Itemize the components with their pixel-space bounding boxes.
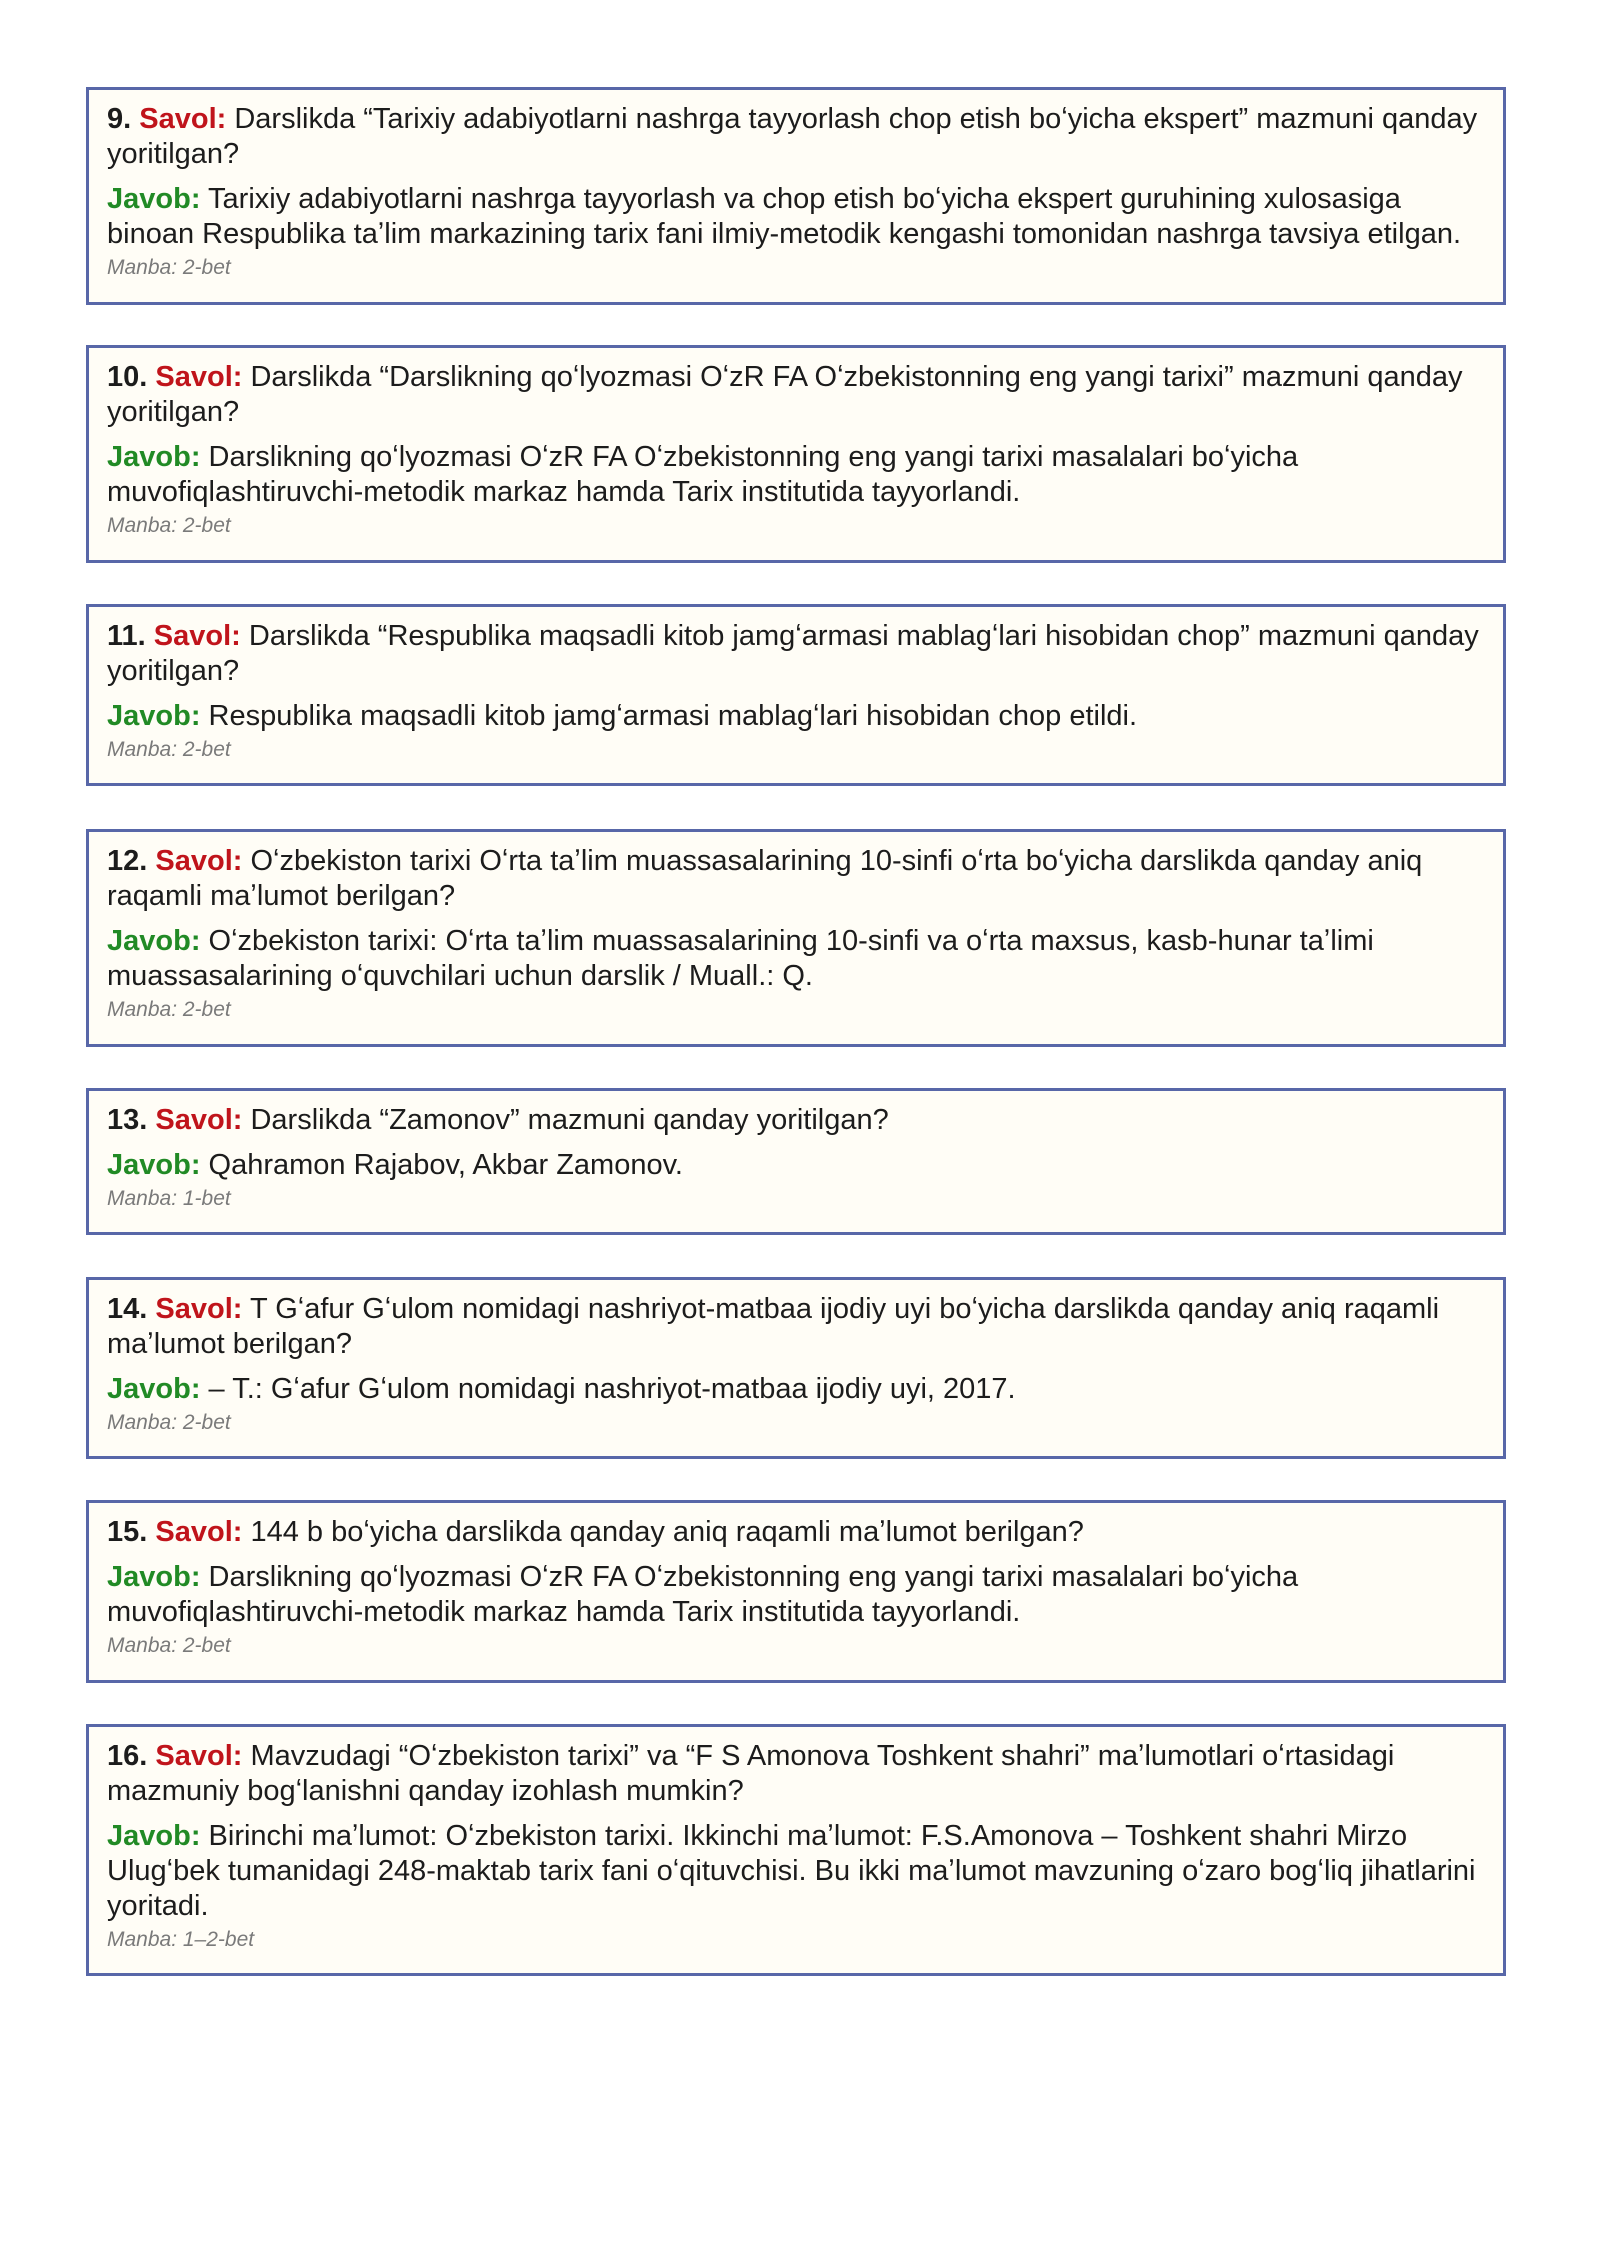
question-number: 13. <box>107 1104 148 1136</box>
question-line <box>107 102 1485 172</box>
question-text: Oʻzbekiston tarixi Oʻrta taʼlim muassasalarining 10-sinfi oʻrta boʻyicha darslikda qanday aniq raqamli maʼlumot berilgan? <box>107 845 1423 912</box>
qa-card <box>86 1724 1506 1976</box>
question-number: 14. <box>107 1293 148 1325</box>
question-text: Darslikda “Respublika maqsadli kitob jamgʻarmasi mablagʻlari hisobidan chop” mazmuni qanday yoritilgan? <box>107 620 1479 687</box>
qa-card <box>86 87 1506 305</box>
answer-line <box>107 182 1485 252</box>
question-line <box>107 1739 1485 1809</box>
question-text: T Gʻafur Gʻulom nomidagi nashriyot-matbaa ijodiy uyi boʻyicha darslikda qanday aniq raqamli maʼlumot berilgan? <box>107 1293 1440 1360</box>
answer-line <box>107 440 1485 510</box>
question-label: Savol: <box>155 1293 243 1325</box>
question-number: 12. <box>107 845 148 877</box>
question-text: 144 b boʻyicha darslikda qanday aniq raqamli maʼlumot berilgan? <box>250 1516 1084 1548</box>
source-note: Manba: 2-bet <box>107 998 231 1021</box>
answer-line <box>107 1560 1485 1630</box>
question-number: 10. <box>107 361 148 393</box>
qa-card <box>86 1277 1506 1459</box>
answer-label: Javob: <box>107 1149 201 1181</box>
source-note: Manba: 2-bet <box>107 514 231 537</box>
answer-label: Javob: <box>107 925 201 957</box>
answer-line <box>107 1372 1485 1407</box>
answer-text: Oʻzbekiston tarixi: Oʻrta taʼlim muassasalarining 10-sinfi va oʻrta maxsus, kasb-hunar taʼlimi muassasalarining oʻquvchilari uchun darslik / Muall.: Q. <box>107 925 1374 992</box>
question-line <box>107 1103 1485 1138</box>
answer-label: Javob: <box>107 700 201 732</box>
question-text: Darslikda “Zamonov” mazmuni qanday yoritilgan? <box>250 1104 889 1136</box>
answer-text: Qahramon Rajabov, Akbar Zamonov. <box>208 1149 683 1181</box>
answer-label: Javob: <box>107 1561 201 1593</box>
answer-line <box>107 699 1485 734</box>
source-note: Manba: 2-bet <box>107 738 231 761</box>
question-text: Darslikda “Darslikning qoʻlyozmasi OʻzR FA Oʻzbekistonning eng yangi tarixi” mazmuni qanday yoritilgan? <box>107 361 1463 428</box>
question-text: Darslikda “Tarixiy adabiyotlarni nashrga tayyorlash chop etish boʻyicha ekspert” mazmuni qanday yoritilgan? <box>107 103 1478 170</box>
qa-card <box>86 1088 1506 1235</box>
source-note: Manba: 2-bet <box>107 256 231 279</box>
answer-line <box>107 924 1485 994</box>
question-number: 9. <box>107 103 132 135</box>
question-number: 11. <box>107 620 146 652</box>
answer-line <box>107 1148 1485 1183</box>
source-note: Manba: 1–2-bet <box>107 1928 255 1951</box>
question-label: Savol: <box>153 620 241 652</box>
question-label: Savol: <box>155 1516 243 1548</box>
question-label: Savol: <box>155 1104 243 1136</box>
answer-label: Javob: <box>107 1373 201 1405</box>
question-label: Savol: <box>155 1740 243 1772</box>
question-line <box>107 844 1485 914</box>
question-number: 15. <box>107 1516 148 1548</box>
source-note: Manba: 2-bet <box>107 1634 231 1657</box>
question-label: Savol: <box>155 845 243 877</box>
answer-text: – T.: Gʻafur Gʻulom nomidagi nashriyot-matbaa ijodiy uyi, 2017. <box>208 1373 1016 1405</box>
answer-text: Birinchi maʼlumot: Oʻzbekiston tarixi. Ikkinchi maʼlumot: F.S.Amonova – Toshkent shahri Mirzo Ulugʻbek tumanidagi 248-maktab tarix fani oʻqituvchisi. Bu ikki maʼlumot mavzuning oʻzaro bogʻliq jihatlarini yoritadi. <box>107 1820 1476 1922</box>
answer-line <box>107 1819 1485 1924</box>
qa-card <box>86 604 1506 786</box>
answer-label: Javob: <box>107 183 201 215</box>
source-note: Manba: 1-bet <box>107 1187 231 1210</box>
source-note: Manba: 2-bet <box>107 1411 231 1434</box>
answer-text: Tarixiy adabiyotlarni nashrga tayyorlash va chop etish boʻyicha ekspert guruhining xulosasiga binoan Respublika taʼlim markazining tarix fani ilmiy-metodik kengashi tomonidan nashrga tavsiya etilgan. <box>107 183 1462 250</box>
answer-text: Darslikning qoʻlyozmasi OʻzR FA Oʻzbekistonning eng yangi tarixi masalalari boʻyicha muvofiqlashtiruvchi-metodik markaz hamda Tarix institutida tayyorlandi. <box>107 441 1299 508</box>
question-line <box>107 1292 1485 1362</box>
question-text: Mavzudagi “Oʻzbekiston tarixi” va “F S Amonova Toshkent shahri” maʼlumotlari oʻrtasidagi mazmuniy bogʻlanishni qanday izohlash mumkin? <box>107 1740 1395 1807</box>
qa-card <box>86 829 1506 1047</box>
qa-card <box>86 345 1506 563</box>
answer-label: Javob: <box>107 441 201 473</box>
answer-label: Javob: <box>107 1820 201 1852</box>
question-number: 16. <box>107 1740 148 1772</box>
answer-text: Darslikning qoʻlyozmasi OʻzR FA Oʻzbekistonning eng yangi tarixi masalalari boʻyicha muvofiqlashtiruvchi-metodik markaz hamda Tarix institutida tayyorlandi. <box>107 1561 1299 1628</box>
question-line <box>107 360 1485 430</box>
qa-card <box>86 1500 1506 1683</box>
question-line <box>107 1515 1485 1550</box>
question-line <box>107 619 1485 689</box>
answer-text: Respublika maqsadli kitob jamgʻarmasi mablagʻlari hisobidan chop etildi. <box>208 700 1138 732</box>
question-label: Savol: <box>155 361 243 393</box>
question-label: Savol: <box>139 103 227 135</box>
